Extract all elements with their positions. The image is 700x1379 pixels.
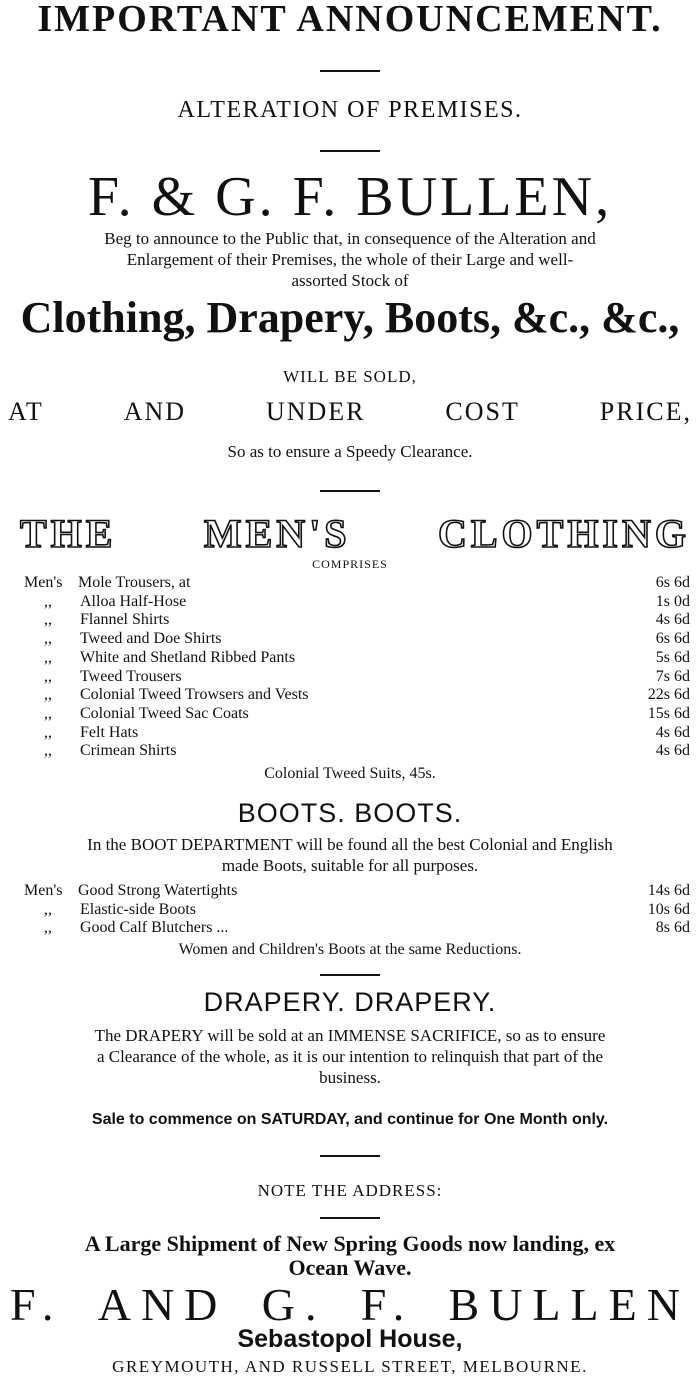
drapery-line-1: The DRAPERY will be sold at an IMMENSE SACRIFICE, so as to ensure xyxy=(94,1026,606,1045)
mens-clothing-heading xyxy=(0,510,700,557)
intro-line-3: assorted Stock of xyxy=(291,271,409,290)
price-row xyxy=(0,901,700,920)
item-name: Mole Trousers, at xyxy=(78,574,191,591)
price-word: PRICE, xyxy=(599,397,692,426)
sale-notice: Sale to commence on SATURDAY, and continue for One Month only. xyxy=(91,1111,609,1128)
item-name: Elastic-side Boots xyxy=(80,900,196,918)
price-word: AND xyxy=(123,397,187,426)
price-row xyxy=(0,649,700,668)
price-row xyxy=(0,724,700,743)
price-row xyxy=(0,668,700,687)
firm-word: BULLEN xyxy=(448,1279,690,1330)
price-row xyxy=(0,919,700,938)
drapery-line-3: business. xyxy=(319,1068,381,1087)
intro-line-1: Beg to announce to the Public that, in consequence of the Alteration and xyxy=(104,229,596,248)
shipment-notice xyxy=(0,1232,700,1280)
heading-word: MEN'S xyxy=(203,511,351,556)
footer-firm-name xyxy=(0,1278,700,1331)
item-prefix: Men's xyxy=(24,882,63,899)
item-price: 22s 6d xyxy=(647,686,690,704)
item-prefix: ,, xyxy=(44,686,52,704)
item-prefix: Men's xyxy=(24,574,63,591)
price-row xyxy=(0,574,700,593)
item-prefix: ,, xyxy=(44,704,52,722)
suits-line: Colonial Tweed Suits, 45s. xyxy=(264,765,436,782)
boots-line-2: made Boots, suitable for all purposes. xyxy=(221,856,479,875)
price-row xyxy=(0,686,700,705)
price-row xyxy=(0,705,700,724)
mens-clothing-list xyxy=(0,574,700,761)
item-prefix: ,, xyxy=(44,667,52,685)
divider xyxy=(0,70,700,72)
drapery-heading: DRAPERY. DRAPERY. xyxy=(203,987,497,1017)
item-name: Colonial Tweed Trowsers and Vests xyxy=(80,686,309,704)
price-word: COST xyxy=(445,397,520,426)
item-price: 4s 6d xyxy=(655,723,690,741)
item-prefix: ,, xyxy=(44,611,52,629)
heading-word: CLOTHING xyxy=(437,511,690,556)
price-row xyxy=(0,742,700,761)
house-name: Sebastopol House, xyxy=(237,1325,463,1353)
item-price: 10s 6d xyxy=(647,900,690,918)
subheadline: ALTERATION OF PREMISES. xyxy=(177,97,523,123)
item-price: 14s 6d xyxy=(647,882,690,899)
item-prefix: ,, xyxy=(44,900,52,918)
item-price: 8s 6d xyxy=(655,919,690,937)
price-word: AT xyxy=(8,397,44,426)
intro-line-2: Enlargement of their Premises, the whole of their Large and well- xyxy=(126,250,574,269)
comprises-label: COMPRISES xyxy=(312,557,388,571)
divider xyxy=(0,1155,700,1157)
firm-name: F. & G. F. BULLEN, xyxy=(87,166,613,228)
item-price: 1s 0d xyxy=(655,592,690,610)
firm-word: F. xyxy=(10,1279,64,1330)
item-price: 5s 6d xyxy=(655,648,690,666)
goods-heading: Clothing, Drapery, Boots, &c., &c., xyxy=(20,293,680,342)
clearance-line: So as to ensure a Speedy Clearance. xyxy=(227,442,473,461)
address-line: GREYMOUTH, AND RUSSELL STREET, MELBOURNE. xyxy=(112,1357,588,1376)
item-name: Good Strong Watertights xyxy=(78,882,238,899)
price-row xyxy=(0,593,700,612)
item-price: 6s 6d xyxy=(655,574,690,591)
headline: IMPORTANT ANNOUNCEMENT. xyxy=(37,0,663,40)
item-prefix: ,, xyxy=(44,630,52,648)
divider xyxy=(0,974,700,976)
firm-word: AND xyxy=(97,1279,228,1330)
item-prefix: ,, xyxy=(44,648,52,666)
divider xyxy=(0,150,700,152)
boots-text xyxy=(0,834,700,876)
divider xyxy=(0,1217,700,1219)
item-price: 4s 6d xyxy=(655,611,690,629)
price-row xyxy=(0,611,700,630)
item-name: Crimean Shirts xyxy=(80,742,177,760)
firm-word: F. xyxy=(360,1279,415,1330)
will-be-sold: WILL BE SOLD, xyxy=(283,367,417,386)
boots-heading: BOOTS. BOOTS. xyxy=(237,798,463,828)
item-prefix: ,, xyxy=(44,919,52,937)
item-price: 4s 6d xyxy=(655,742,690,760)
note-address: NOTE THE ADDRESS: xyxy=(257,1181,443,1200)
item-name: Colonial Tweed Sac Coats xyxy=(80,704,249,722)
item-name: Alloa Half-Hose xyxy=(80,592,187,610)
boots-list xyxy=(0,882,700,938)
divider xyxy=(0,490,700,492)
shipment-line-2: Ocean Wave. xyxy=(288,1255,412,1280)
firm-word: G. xyxy=(261,1279,327,1330)
item-price: 7s 6d xyxy=(655,667,690,685)
item-name: Tweed and Doe Shirts xyxy=(80,630,222,648)
item-name: Good Calf Blutchers ... xyxy=(80,919,229,937)
price-word: UNDER xyxy=(265,397,366,426)
item-prefix: ,, xyxy=(44,592,52,610)
item-price: 6s 6d xyxy=(655,630,690,648)
drapery-line-2: a Clearance of the whole, as it is our intention to relinquish that part of the xyxy=(96,1047,604,1066)
price-row xyxy=(0,630,700,649)
shipment-line-1: A Large Shipment of New Spring Goods now landing, ex xyxy=(84,1231,616,1256)
item-prefix: ,, xyxy=(44,723,52,741)
intro-text xyxy=(0,228,700,291)
item-name: White and Shetland Ribbed Pants xyxy=(80,648,296,666)
item-name: Tweed Trousers xyxy=(80,667,182,685)
item-name: Felt Hats xyxy=(80,723,139,741)
item-prefix: ,, xyxy=(44,742,52,760)
heading-word: THE xyxy=(20,511,117,556)
price-row xyxy=(0,882,700,901)
boots-line-1: In the BOOT DEPARTMENT will be found all the best Colonial and English xyxy=(87,835,613,854)
women-boots-line: Women and Children's Boots at the same Reductions. xyxy=(178,941,522,958)
drapery-text xyxy=(0,1025,700,1088)
price-line xyxy=(0,397,700,427)
item-name: Flannel Shirts xyxy=(80,611,170,629)
item-price: 15s 6d xyxy=(647,704,690,722)
